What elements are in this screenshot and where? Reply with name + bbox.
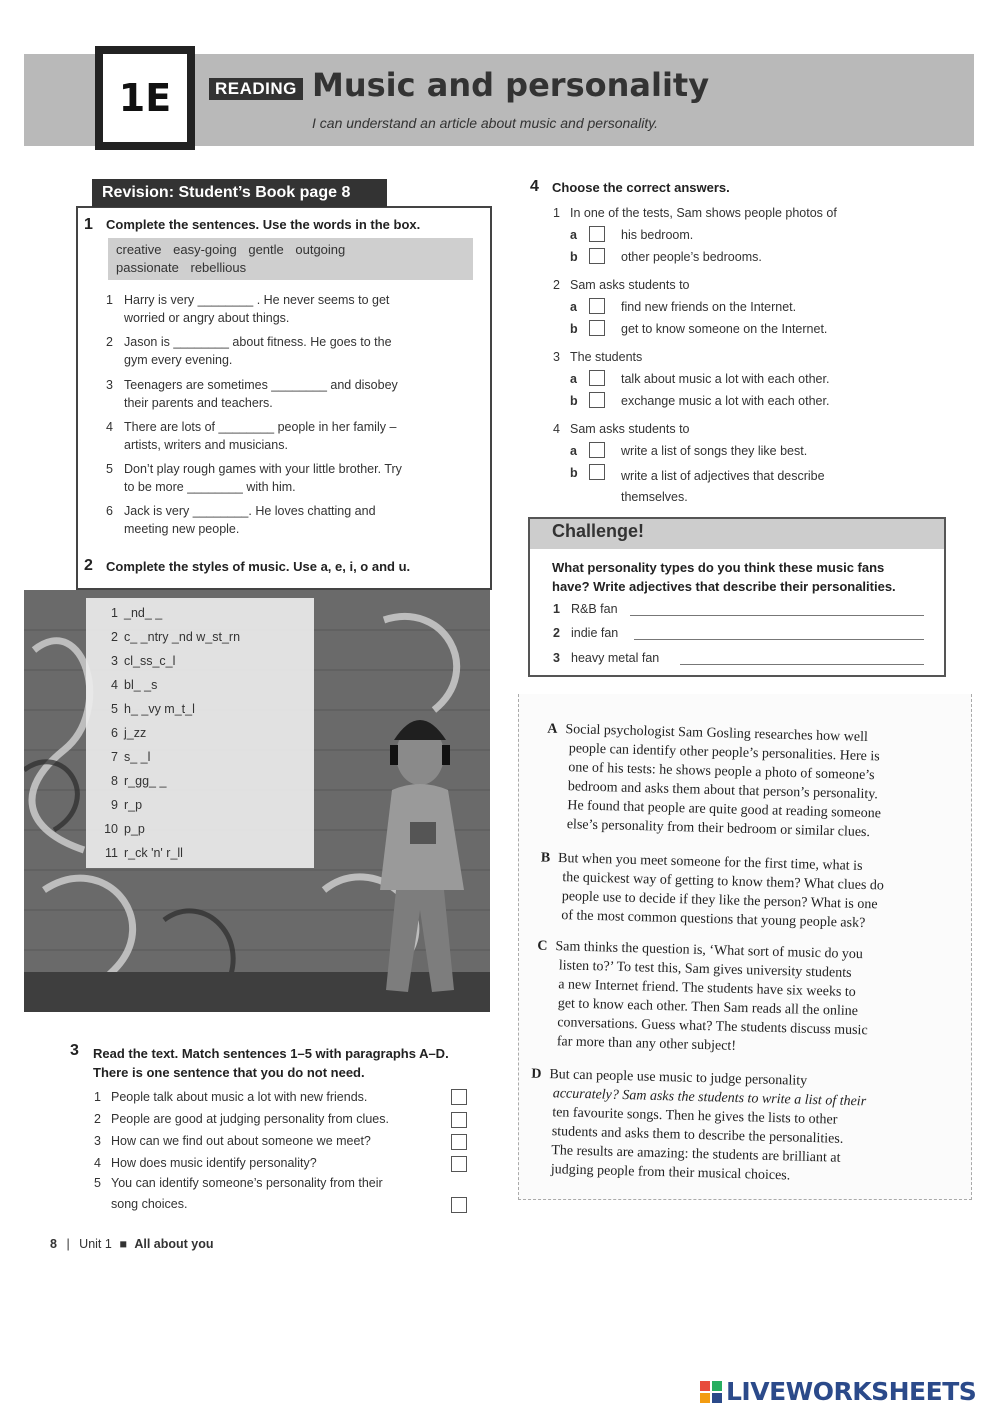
option-text	[621, 466, 825, 508]
option-checkbox[interactable]	[589, 442, 605, 458]
prompt-line: What personality types do you think these music fans	[552, 560, 885, 575]
ex1-number: 1	[84, 216, 93, 233]
answer-box[interactable]	[451, 1197, 467, 1213]
revision-label: Revision: Student’s Book page 8	[92, 179, 387, 207]
paragraph-line: The results are amazing: the students are brilliant at	[551, 1143, 841, 1166]
paragraph-line: of the most common questions that young people ask?	[561, 908, 866, 932]
paragraph-label: A	[547, 721, 558, 737]
answer-box[interactable]	[451, 1089, 467, 1105]
item-number: 1	[106, 293, 113, 307]
item-number: 5	[94, 1176, 101, 1190]
music-item[interactable]	[94, 721, 314, 745]
option-a	[570, 228, 588, 242]
item-text: People are good at judging personality from clues.	[111, 1112, 389, 1126]
paragraph-label: D	[531, 1066, 542, 1082]
item-text: How does music identify personality?	[111, 1156, 317, 1170]
answer-box[interactable]	[451, 1134, 467, 1150]
item-text: bl_ _s	[124, 678, 158, 692]
option-checkbox[interactable]	[589, 298, 605, 314]
paragraph-line: But when you meet someone for the first time, what is	[557, 850, 863, 874]
option-letter: b	[570, 250, 578, 264]
answer-box[interactable]	[451, 1112, 467, 1128]
ex1-item[interactable]	[106, 502, 476, 538]
option-b	[570, 250, 588, 264]
ex4-question	[553, 422, 690, 436]
ex1-item[interactable]	[106, 291, 476, 327]
paragraph-line: Social psychologist Sam Gosling researches how well	[565, 722, 869, 746]
paragraph-d	[529, 1065, 867, 1188]
item-number: 9	[111, 798, 118, 812]
item-text: c_ _ntry _nd w_st_rn	[124, 630, 241, 644]
ex4-question	[553, 278, 690, 292]
ex4-question	[553, 350, 642, 364]
item-text: p_p	[124, 822, 145, 836]
paragraph-line: a new Internet friend. The students have six weeks to	[558, 977, 856, 1001]
option-text: his bedroom.	[621, 228, 694, 242]
ex1-item[interactable]	[106, 460, 476, 496]
challenge-prompt	[552, 558, 896, 596]
item-text: j_zz	[124, 726, 147, 740]
option-text-line: write a list of adjectives that describe	[621, 469, 825, 483]
item-text: artists, writers and musicians.	[124, 438, 288, 452]
option-b	[570, 394, 588, 408]
paragraph-label: C	[537, 938, 548, 954]
unit-code: 1E	[103, 54, 187, 142]
item-text: indie fan	[571, 626, 619, 640]
item-number: 2	[106, 335, 113, 349]
option-text: talk about music a lot with each other.	[621, 372, 830, 386]
paragraph-line: listen to?’ To test this, Sam gives university students	[558, 958, 852, 981]
item-number: 4	[111, 678, 118, 692]
paragraph-line: one of his tests: he shows people a photo of someone’s	[568, 760, 875, 784]
ex4-instruction: Choose the correct answers.	[552, 180, 730, 195]
item-number: 2	[94, 1112, 101, 1126]
option-a	[570, 444, 588, 458]
paragraph-line: He found that people are quite good at reading someone	[567, 798, 882, 822]
option-checkbox[interactable]	[589, 392, 605, 408]
challenge-item	[553, 651, 659, 665]
option-b	[570, 466, 588, 480]
item-text: Teenagers are sometimes ________ and disobey	[124, 378, 398, 392]
music-item[interactable]	[94, 817, 314, 841]
item-text: heavy metal fan	[571, 651, 660, 665]
ex3-instruction	[93, 1044, 449, 1082]
item-number: 6	[106, 504, 113, 518]
prompt-line: have? Write adjectives that describe their personalities.	[552, 579, 896, 594]
instruction-line: There is one sentence that you do not need.	[93, 1065, 365, 1080]
question-number: 1	[553, 206, 560, 220]
paragraph-line: else’s personality from their bedroom or similar clues.	[566, 817, 871, 841]
liveworksheets-brand[interactable]: LIVEWORKSHEETS	[726, 1377, 977, 1406]
unit-title: All about you	[134, 1237, 214, 1251]
paragraph-line: accurately? Sam asks the students to write a list of their	[552, 1086, 867, 1110]
music-item[interactable]	[94, 601, 314, 625]
page-footer: 8 | Unit 1 ■ All about you	[50, 1237, 214, 1251]
item-text: song choices.	[111, 1197, 188, 1211]
item-number: 1	[94, 1090, 101, 1104]
option-letter: a	[570, 372, 577, 386]
music-item[interactable]	[94, 841, 314, 865]
paragraph-line: Sam thinks the question is, ‘What sort of music do you	[555, 939, 864, 963]
item-number: 2	[553, 626, 560, 640]
question-number: 3	[553, 350, 560, 364]
paragraph-line: far more than any other subject!	[556, 1034, 737, 1054]
question-number: 2	[553, 278, 560, 292]
challenge-item	[553, 626, 618, 640]
option-text: get to know someone on the Internet.	[621, 322, 828, 336]
option-text: find new friends on the Internet.	[621, 300, 797, 314]
word-box-line: passionate rebellious	[116, 260, 247, 275]
ex1-item[interactable]	[106, 333, 476, 369]
item-number: 5	[106, 462, 113, 476]
music-item[interactable]	[94, 745, 314, 769]
ex1-item[interactable]	[106, 418, 476, 454]
page-title: Music and personality	[312, 66, 710, 104]
item-text: meeting new people.	[124, 522, 240, 536]
option-a	[570, 300, 588, 314]
ex3-item	[94, 1087, 367, 1108]
instruction-line: Read the text. Match sentences 1–5 with paragraphs A–D.	[93, 1046, 449, 1061]
question-text: Sam asks students to	[570, 278, 690, 292]
paragraph-line: the quickest way of getting to know them? What clues do	[562, 870, 885, 894]
music-item[interactable]	[94, 697, 314, 721]
paragraph-line: people use to decide if they like the person? What is one	[561, 889, 878, 913]
option-letter: b	[570, 394, 578, 408]
page-subtitle: I can understand an article about music and personality.	[312, 115, 659, 131]
ex2-number: 2	[84, 557, 93, 574]
word-box-line: creative easy-going gentle outgoing	[116, 242, 346, 257]
item-text: R&B fan	[571, 602, 618, 616]
item-text: Jason is ________ about fitness. He goes to the	[124, 335, 392, 349]
ex3-item	[94, 1173, 383, 1215]
option-checkbox[interactable]	[589, 370, 605, 386]
item-number: 2	[111, 630, 118, 644]
item-number: 4	[94, 1156, 101, 1170]
question-number: 4	[553, 422, 560, 436]
music-styles-list	[94, 601, 314, 865]
option-letter: a	[570, 444, 577, 458]
word-box	[108, 238, 473, 280]
item-text: their parents and teachers.	[124, 396, 273, 410]
challenge-item	[553, 602, 618, 616]
item-text: Jack is very ________. He loves chatting and	[124, 504, 376, 518]
item-number: 3	[553, 651, 560, 665]
option-letter: b	[570, 322, 578, 336]
item-number: 4	[106, 420, 113, 434]
item-text: _nd_ _	[124, 606, 163, 620]
question-text: Sam asks students to	[570, 422, 690, 436]
option-letter: a	[570, 228, 577, 242]
paragraph-line: students and asks them to describe the personalities.	[551, 1124, 844, 1147]
item-number: 3	[106, 378, 113, 392]
page-number: 8	[50, 1237, 57, 1251]
ex1-instruction: Complete the sentences. Use the words in the box.	[106, 217, 421, 232]
music-item[interactable]	[94, 673, 314, 697]
option-text-line: themselves.	[621, 490, 688, 504]
challenge-title: Challenge!	[552, 521, 645, 541]
ex4-number: 4	[530, 178, 539, 195]
option-text: other people’s bedrooms.	[621, 250, 762, 264]
item-text: to be more ________ with him.	[124, 480, 296, 494]
item-text: worried or angry about things.	[124, 311, 290, 325]
music-item[interactable]	[94, 649, 314, 673]
paragraph-line: people can identify other people’s personalities. Here is	[568, 741, 880, 765]
item-text: People talk about music a lot with new friends.	[111, 1090, 368, 1104]
paragraph-line: ten favourite songs. Then he gives the lists to other	[552, 1105, 838, 1128]
ex3-item	[94, 1109, 389, 1130]
item-number: 5	[111, 702, 118, 716]
unit-label: Unit 1	[79, 1237, 112, 1251]
ex2-instruction: Complete the styles of music. Use a, e, i, o and u.	[106, 559, 411, 574]
item-text: s_ _l	[124, 750, 151, 764]
item-text: r_ck 'n' r_ll	[124, 846, 183, 860]
option-text: write a list of songs they like best.	[621, 444, 808, 458]
answer-line[interactable]	[680, 664, 924, 665]
paragraph-b	[539, 849, 885, 934]
option-b	[570, 322, 588, 336]
music-item[interactable]	[94, 769, 314, 793]
item-number: 8	[111, 774, 118, 788]
section-label: READING	[209, 78, 303, 100]
item-text: How can we find out about someone we meet?	[111, 1134, 371, 1148]
item-number: 1	[111, 606, 118, 620]
item-number: 10	[104, 822, 118, 836]
question-text: In one of the tests, Sam shows people photos of	[570, 206, 837, 220]
paragraph-line: But can people use music to judge personality	[549, 1067, 808, 1089]
liveworksheets-logo-icon	[700, 1381, 722, 1403]
item-number: 1	[553, 602, 560, 616]
item-text: You can identify someone’s personality from their	[111, 1176, 383, 1190]
ex3-item	[94, 1131, 371, 1152]
paragraph-a	[545, 720, 884, 843]
item-text: h_ _vy m_t_l	[124, 702, 195, 716]
option-checkbox[interactable]	[589, 226, 605, 242]
option-text: exchange music a lot with each other.	[621, 394, 830, 408]
item-text: gym every evening.	[124, 353, 233, 367]
question-text: The students	[570, 350, 643, 364]
answer-line[interactable]	[634, 639, 924, 640]
option-checkbox[interactable]	[589, 464, 605, 480]
option-checkbox[interactable]	[589, 320, 605, 336]
item-text: Harry is very ________ . He never seems to get	[124, 293, 390, 307]
ex3-number: 3	[70, 1042, 79, 1059]
answer-line[interactable]	[630, 615, 924, 616]
option-letter: b	[570, 466, 578, 480]
item-number: 3	[111, 654, 118, 668]
item-number: 6	[111, 726, 118, 740]
item-number: 11	[105, 846, 118, 860]
item-text: There are lots of ________ people in her family –	[124, 420, 397, 434]
ex3-item	[94, 1153, 317, 1174]
option-letter: a	[570, 300, 577, 314]
ex4-question	[553, 206, 837, 220]
item-text: Don’t play rough games with your little brother. Try	[124, 462, 402, 476]
paragraph-c	[535, 937, 870, 1060]
item-text: r_gg_ _	[124, 774, 167, 788]
paragraph-label: B	[540, 850, 551, 866]
option-checkbox[interactable]	[589, 248, 605, 264]
paragraph-line: judging people from their musical choices.	[550, 1162, 791, 1184]
paragraph-line: bedroom and asks them about that person’s personality.	[567, 779, 879, 803]
music-item[interactable]	[94, 625, 314, 649]
ex1-item[interactable]	[106, 376, 476, 412]
item-number: 3	[94, 1134, 101, 1148]
option-a	[570, 372, 588, 386]
paragraph-line: conversations. Guess what? The students discuss music	[557, 1015, 868, 1039]
answer-box[interactable]	[451, 1156, 467, 1172]
music-item[interactable]	[94, 793, 314, 817]
item-number: 7	[111, 750, 118, 764]
item-text: cl_ss_c_l	[124, 654, 176, 668]
paragraph-line: get to know each other. Then Sam reads all the online	[557, 996, 859, 1020]
item-text: r_p	[124, 798, 143, 812]
